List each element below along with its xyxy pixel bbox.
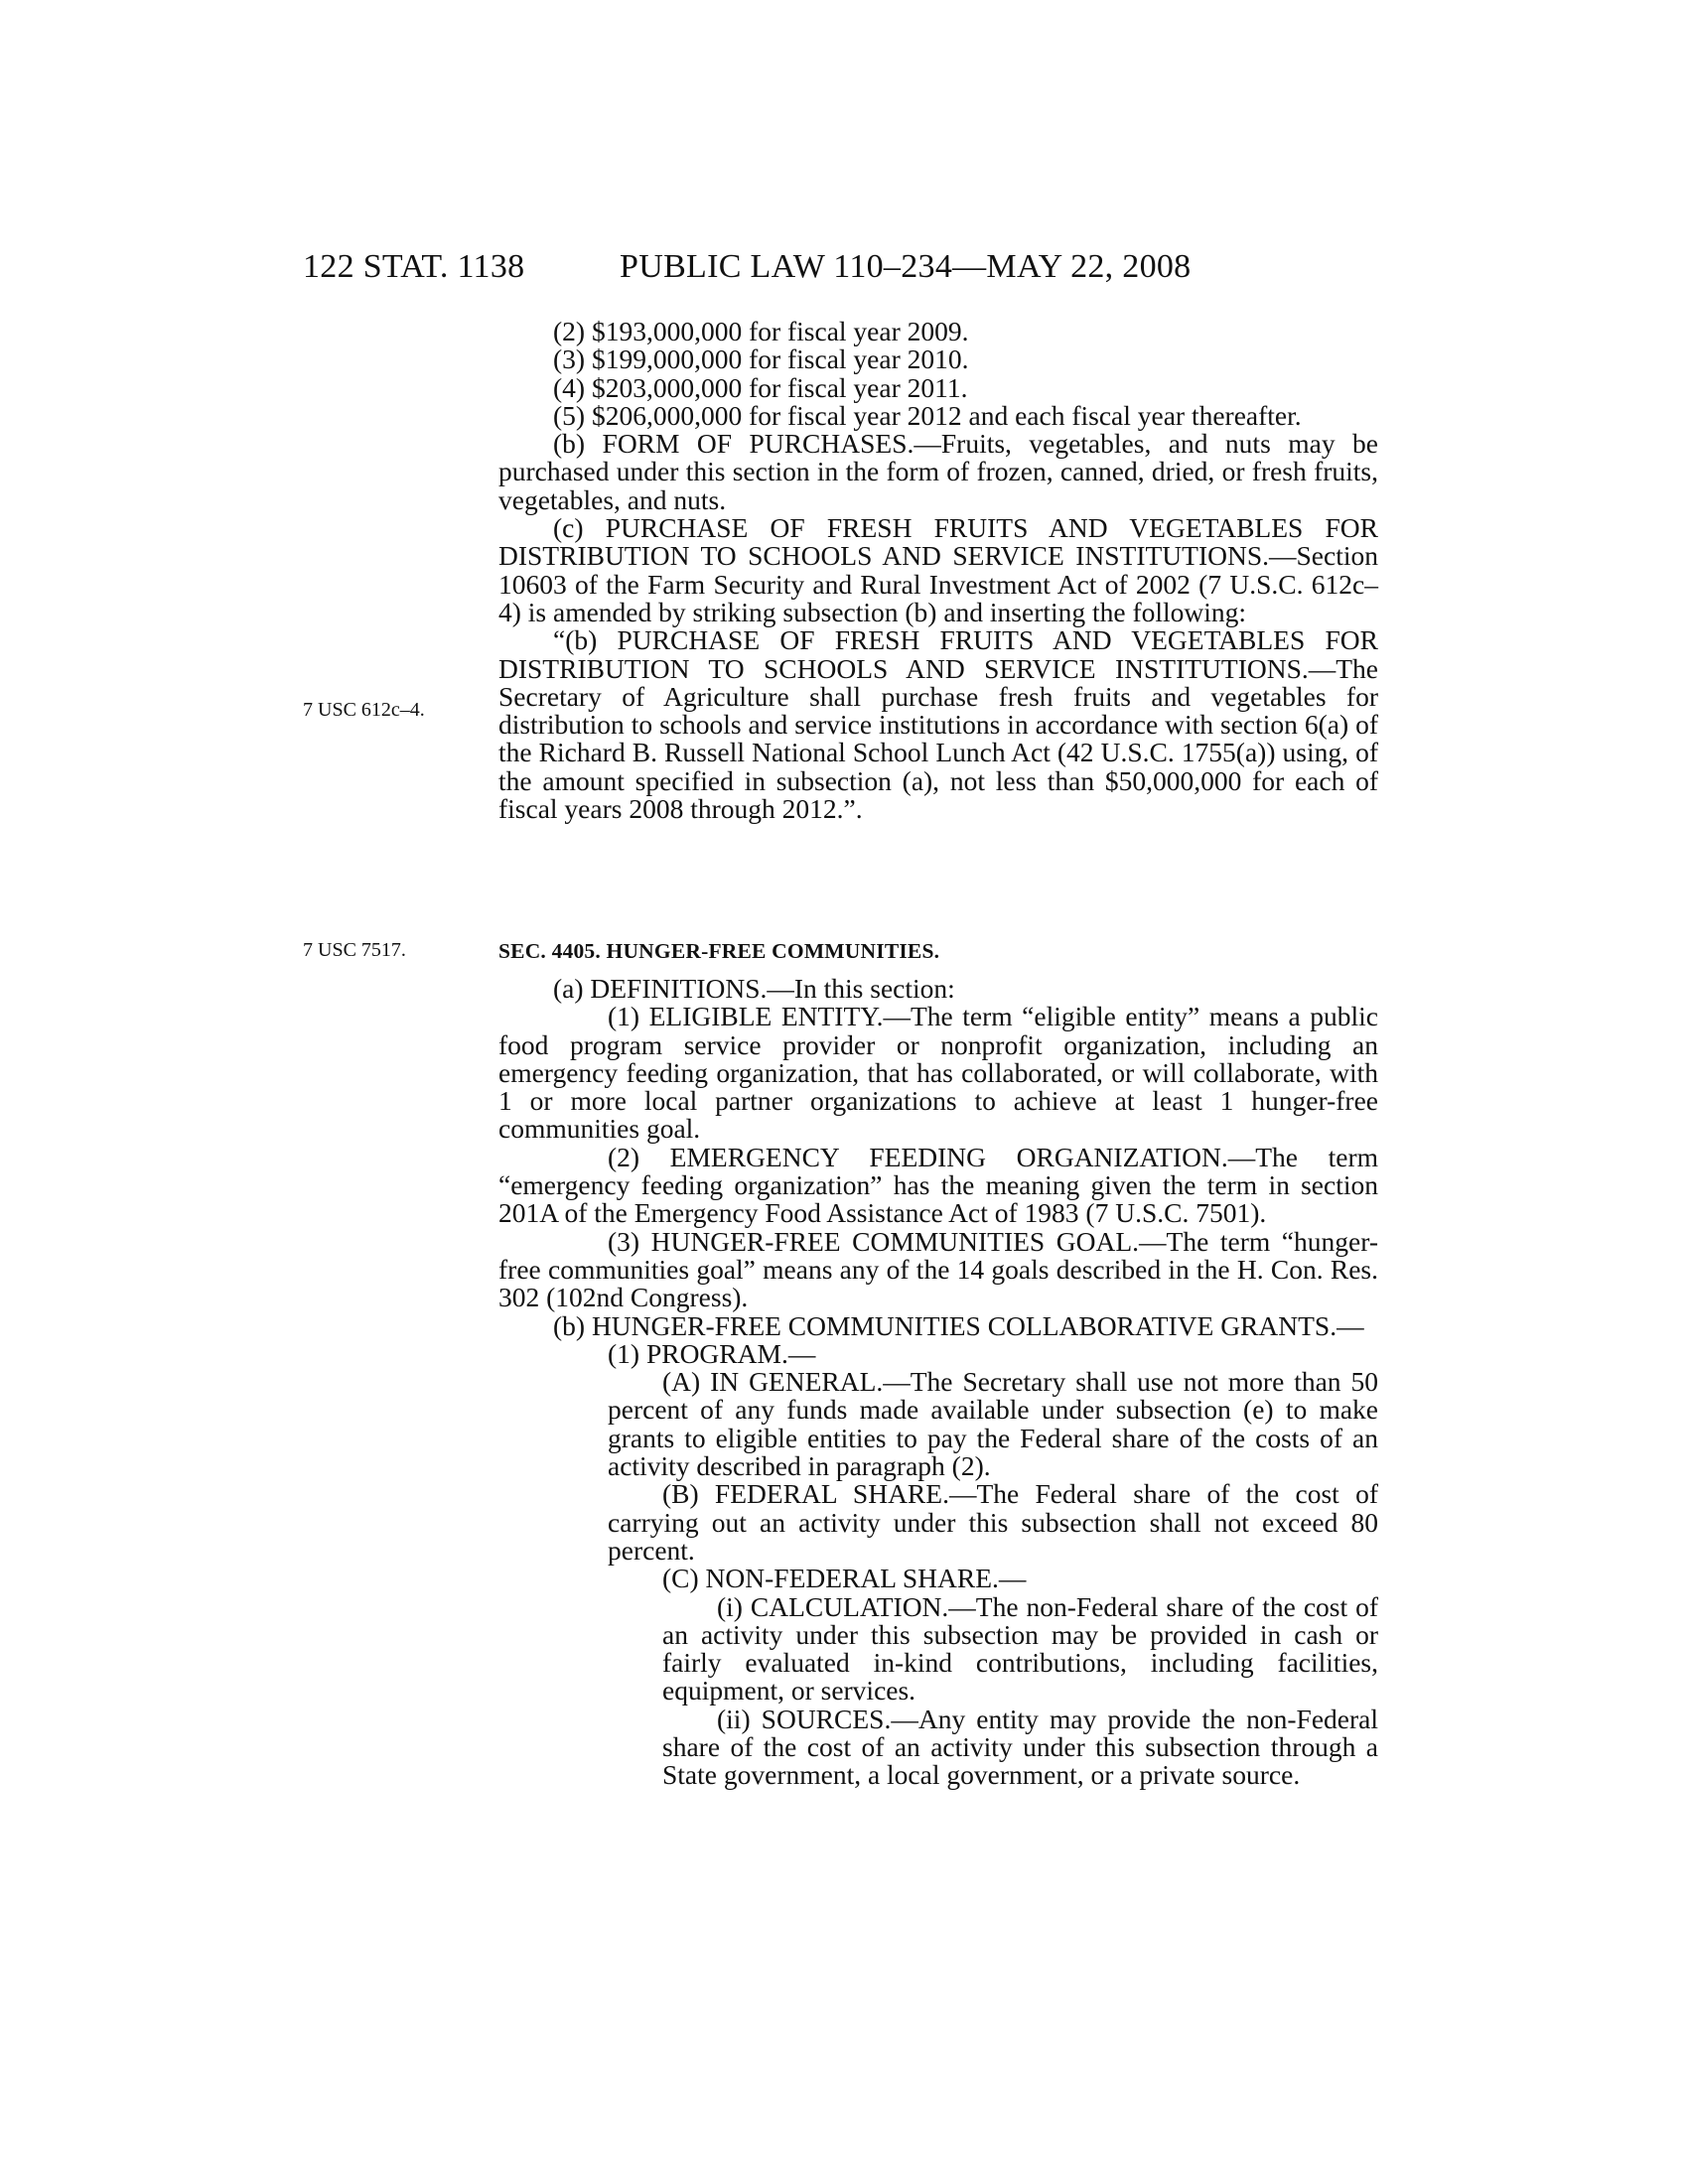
paragraph-fy2012: (5) $206,000,000 for fiscal year 2012 and each fiscal year thereafter.	[553, 399, 1302, 431]
paragraph-purchase-fresh-fruits: (c) PURCHASE OF FRESH FRUITS AND VEGETABLES FOR DISTRIBUTION TO SCHOOLS AND SERVICE INSTITUTIONS.—Section 10603 of the Farm Security and Rural Investment Act of 2002 (7 U.S.C. 612c–4) is amended by striking subsection (b) and inserting the following:	[498, 512, 1378, 627]
margin-note-usc-7517: 7 USC 7517.	[303, 939, 406, 961]
paragraph-in-general: (A) IN GENERAL.—The Secretary shall use not more than 50 percent of any funds made available under subsection (e) to make grants to eligible entities to pay the Federal share of the costs of an activity described in paragraph (2).	[608, 1366, 1378, 1482]
running-head: PUBLIC LAW 110–234—MAY 22, 2008	[620, 248, 1192, 285]
paragraph-sources: (ii) SOURCES.—Any entity may provide the non-Federal share of the cost of an activity under this subsection through a State government, a local government, or a private source.	[662, 1703, 1378, 1791]
paragraph-program: (1) PROGRAM.—	[608, 1337, 816, 1369]
paragraph-form-of-purchases: (b) FORM OF PURCHASES.—Fruits, vegetables, and nuts may be purchased under this section in the form of frozen, canned, dried, or fresh fruits, vegetables, and nuts.	[498, 428, 1378, 515]
paragraph-fy2011: (4) $203,000,000 for fiscal year 2011.	[553, 371, 968, 403]
body-block-hunger-free	[498, 975, 1378, 1790]
body-block-funding	[498, 318, 1378, 823]
paragraph-fy2009: (2) $193,000,000 for fiscal year 2009.	[553, 316, 969, 346]
paragraph-eligible-entity: (1) ELIGIBLE ENTITY.—The term “eligible entity” means a public food program service provider or nonprofit organization, including an emergency feeding organization, that has collaborated, or will collaborate, with 1 or more local partner organizations to achieve at least 1 hunger-free communities goal.	[498, 1001, 1378, 1145]
paragraph-fy2010: (3) $199,000,000 for fiscal year 2010.	[553, 343, 969, 375]
page-number: 122 STAT. 1138	[303, 248, 525, 285]
margin-note-usc-612c-4: 7 USC 612c–4.	[303, 699, 425, 721]
paragraph-calculation: (i) CALCULATION.—The non-Federal share of the cost of an activity under this subsection may be provided in cash or fairly evaluated in-kind contributions, including facilities, equipment, or services.	[662, 1590, 1378, 1706]
paragraph-non-federal-share: (C) NON-FEDERAL SHARE.—	[662, 1563, 1027, 1594]
paragraph-emergency-feeding: (2) EMERGENCY FEEDING ORGANIZATION.—The term “emergency feeding organization” has the meaning given the term in section 201A of the Emergency Food Assistance Act of 1983 (7 U.S.C. 7501).	[498, 1141, 1378, 1229]
section-heading: SEC. 4405. HUNGER-FREE COMMUNITIES.	[498, 939, 940, 963]
paragraph-collaborative-grants: (b) HUNGER-FREE COMMUNITIES COLLABORATIVE GRANTS.—	[553, 1309, 1364, 1341]
paragraph-quoted-subsection-b: “(b) PURCHASE OF FRESH FRUITS AND VEGETABLES FOR DISTRIBUTION TO SCHOOLS AND SERVICE INSTITUTIONS.—The Secretary of Agriculture shall purchase fresh fruits and vegetables for distribution to schools and service institutions in accordance with section 6(a) of the Richard B. Russell National School Lunch Act (42 U.S.C. 1755(a)) using, of the amount specified in subsection (a), not less than $50,000,000 for each of fiscal years 2008 through 2012.”.	[498, 624, 1378, 825]
clause-group	[608, 1590, 1378, 1791]
paragraph-hunger-free-goal: (3) HUNGER-FREE COMMUNITIES GOAL.—The term “hunger-free communities goal” means any of the 14 goals described in the H. Con. Res. 302 (102nd Congress).	[498, 1225, 1378, 1313]
subparagraph-group	[498, 1368, 1378, 1789]
paragraph-federal-share: (B) FEDERAL SHARE.—The Federal share of the cost of carrying out an activity under this subsection shall not exceed 80 percent.	[608, 1478, 1378, 1566]
paragraph-definitions: (a) DEFINITIONS.—In this section:	[553, 973, 955, 1004]
